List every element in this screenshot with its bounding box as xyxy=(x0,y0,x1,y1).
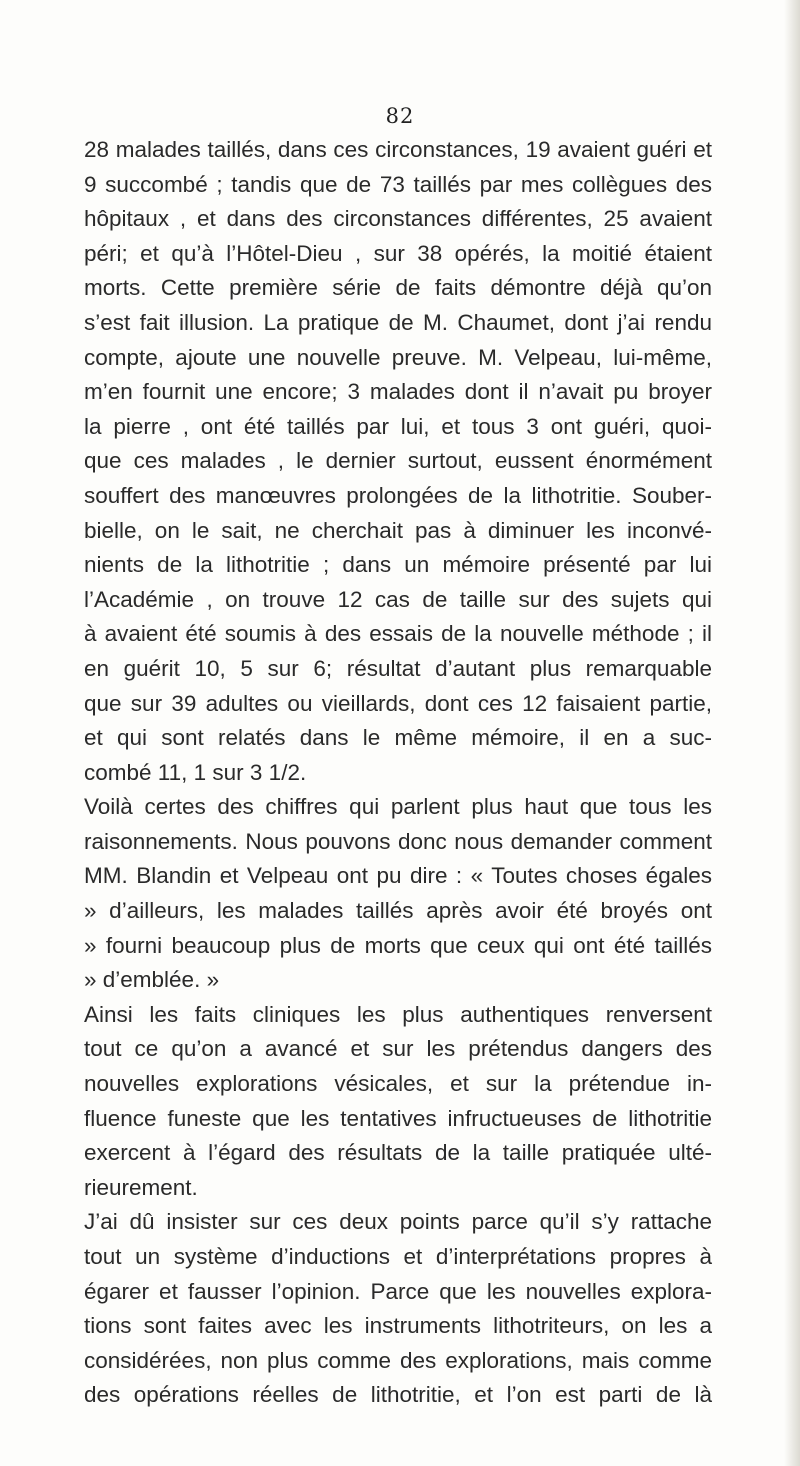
text-line: fluence funeste que les tentatives infructueuses de lithotritie xyxy=(84,1105,712,1131)
text-line: » d’emblée. » xyxy=(84,967,220,993)
text-line: que ces malades , le dernier surtout, eussent énormément xyxy=(84,448,712,474)
page-edge-shadow xyxy=(784,0,800,1466)
text-line: » d’ailleurs, les malades taillés après avoir été broyés ont xyxy=(84,898,712,924)
text-line: que sur 39 adultes ou vieillards, dont ces 12 faisaient partie, xyxy=(84,690,712,716)
text-line: MM. Blandin et Velpeau ont pu dire : « Toutes choses égales xyxy=(84,863,712,889)
text-line: combé 11, 1 sur 3 1/2. xyxy=(84,759,307,785)
text-line: la pierre , ont été taillés par lui, et tous 3 ont guéri, quoi- xyxy=(84,413,712,439)
text-line: considérées, non plus comme des explorations, mais comme xyxy=(84,1347,712,1373)
text-line: en guérit 10, 5 sur 6; résultat d’autant plus remarquable xyxy=(84,655,712,681)
text-line: 9 succombé ; tandis que de 73 taillés par mes collègues des xyxy=(84,171,712,197)
text-line: bielle, on le sait, ne cherchait pas à diminuer les inconvé- xyxy=(84,517,712,543)
text-line: » fourni beaucoup plus de morts que ceux qui ont été taillés xyxy=(84,932,712,958)
text-line: nients de la lithotritie ; dans un mémoire présenté par lui xyxy=(84,552,712,578)
body-text xyxy=(84,133,712,1413)
text-line: s’est fait illusion. La pratique de M. Chaumet, dont j’ai rendu xyxy=(84,309,712,335)
text-line: et qui sont relatés dans le même mémoire, il en a suc- xyxy=(84,725,712,751)
text-line: l’Académie , on trouve 12 cas de taille sur des sujets qui xyxy=(84,586,712,612)
text-line: nouvelles explorations vésicales, et sur la prétendue in- xyxy=(84,1071,712,1097)
text-line: Voilà certes des chiffres qui parlent plus haut que tous les xyxy=(84,794,712,820)
text-line: J’ai dû insister sur ces deux points parce qu’il s’y rattache xyxy=(84,1209,712,1235)
text-line: compte, ajoute une nouvelle preuve. M. Velpeau, lui-même, xyxy=(84,344,712,370)
text-line: raisonnements. Nous pouvons donc nous demander comment xyxy=(84,828,712,854)
text-line: souffert des manœuvres prolongées de la lithotritie. Souber- xyxy=(84,482,712,508)
text-line: hôpitaux , et dans des circonstances différentes, 25 avaient xyxy=(84,206,712,232)
text-line: rieurement. xyxy=(84,1174,198,1200)
text-line: 28 malades taillés, dans ces circonstances, 19 avaient guéri et xyxy=(84,137,712,162)
text-line: Ainsi les faits cliniques les plus authentiques renversent xyxy=(84,1001,712,1027)
text-line: égarer et fausser l’opinion. Parce que les nouvelles explora- xyxy=(84,1278,712,1304)
text-line: morts. Cette première série de faits démontre déjà qu’on xyxy=(84,275,712,301)
text-line: péri; et qu’à l’Hôtel-Dieu , sur 38 opérés, la moitié étaient xyxy=(84,240,712,266)
text-line: tout ce qu’on a avancé et sur les prétendus dangers des xyxy=(84,1036,712,1062)
text-line: des opérations réelles de lithotritie, et l’on est parti de là xyxy=(84,1382,712,1408)
page-number: 82 xyxy=(385,104,415,128)
text-line: tions sont faites avec les instruments lithotriteurs, on les a xyxy=(84,1313,712,1339)
text-line: exercent à l’égard des résultats de la taille pratiquée ulté- xyxy=(84,1140,712,1166)
text-line: m’en fournit une encore; 3 malades dont il n’avait pu broyer xyxy=(84,379,712,405)
text-line: tout un système d’inductions et d’interprétations propres à xyxy=(84,1244,712,1269)
text-line: à avaient été soumis à des essais de la nouvelle méthode ; il xyxy=(84,621,712,647)
